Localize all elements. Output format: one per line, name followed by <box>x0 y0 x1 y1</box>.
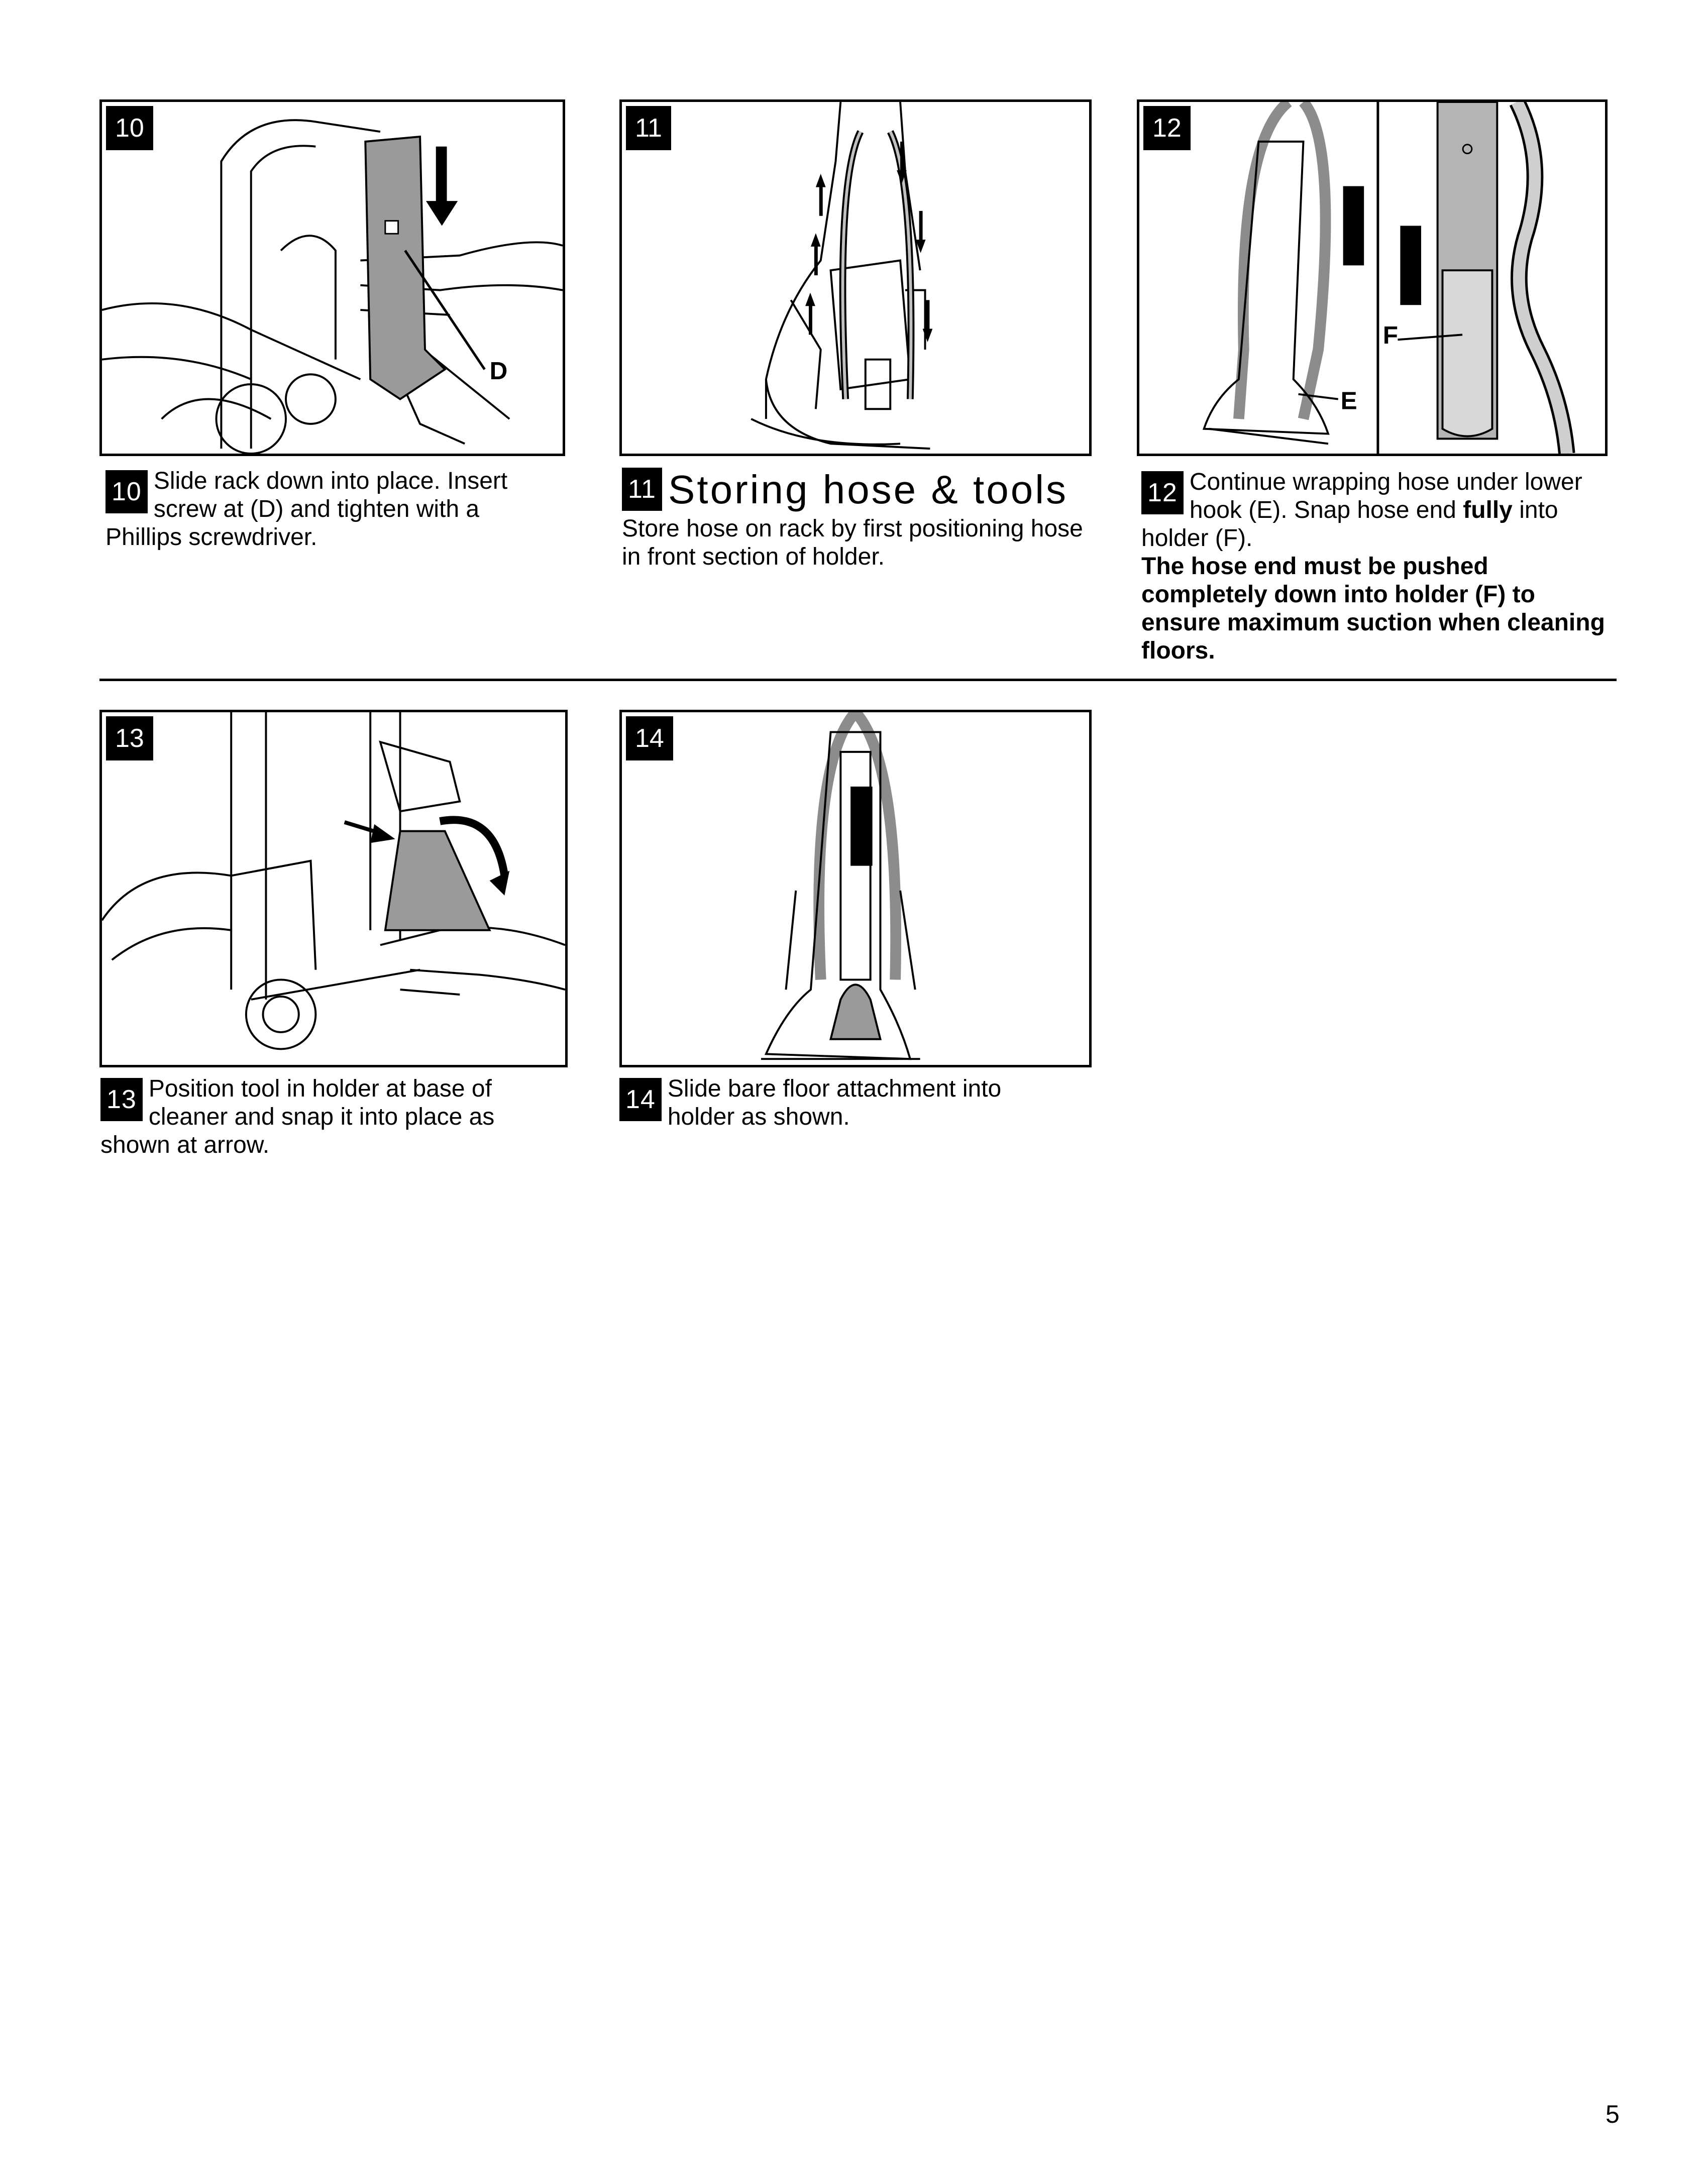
step-14-caption <box>619 1075 1051 1131</box>
step-number: 10 <box>105 470 148 513</box>
step-text: Slide rack down into place. Insert screw at (D) and tighten with a Phillips screwdriver. <box>105 468 508 551</box>
step-text: Slide bare floor attachment into holder as shown. <box>667 1075 1002 1130</box>
figure-number: 13 <box>106 716 153 760</box>
step-11-caption <box>622 465 1089 571</box>
step-text: Store hose on rack by first positioning hose in front section of holder. <box>622 515 1083 570</box>
hose-wrap-illustration <box>1139 102 1605 454</box>
figure-11 <box>619 99 1092 456</box>
callout-label: F <box>1382 321 1398 350</box>
warning-text: The hose end must be pushed completely down into holder (F) to ensure maximum suction when cleaning floors. <box>1141 553 1605 664</box>
figure-number: 11 <box>626 106 671 150</box>
section-title: Storing hose & tools <box>668 467 1068 512</box>
step-number: 13 <box>100 1078 143 1121</box>
rack-install-illustration <box>102 102 563 454</box>
step-number: 11 <box>622 468 662 511</box>
hose-storage-illustration <box>622 102 1089 454</box>
figure-number: 10 <box>106 106 153 150</box>
floor-attachment-illustration <box>622 712 1089 1065</box>
figure-number: 14 <box>626 716 673 760</box>
tool-holder-illustration <box>102 712 565 1065</box>
callout-label: D <box>489 357 508 385</box>
step-number: 12 <box>1141 471 1184 514</box>
section-divider <box>99 679 1617 681</box>
page-number: 5 <box>1606 2100 1620 2128</box>
step-13-caption <box>100 1075 563 1159</box>
figure-12 <box>1137 99 1608 456</box>
figure-13 <box>99 710 568 1067</box>
figure-14 <box>619 710 1092 1067</box>
step-text: Position tool in holder at base of cleaner and snap it into place as shown at arrow. <box>100 1075 495 1158</box>
step-text: Continue wrapping hose under lower hook (E). Snap hose end <box>1189 469 1582 523</box>
step-text-emphasis: fully <box>1463 497 1513 523</box>
step-text: into holder (F). <box>1141 497 1558 552</box>
step-12-caption <box>1141 468 1609 665</box>
figure-number: 12 <box>1143 106 1191 150</box>
figure-10 <box>99 99 565 456</box>
step-number: 14 <box>619 1078 662 1121</box>
callout-label: E <box>1340 387 1357 415</box>
step-10-caption <box>105 467 558 552</box>
